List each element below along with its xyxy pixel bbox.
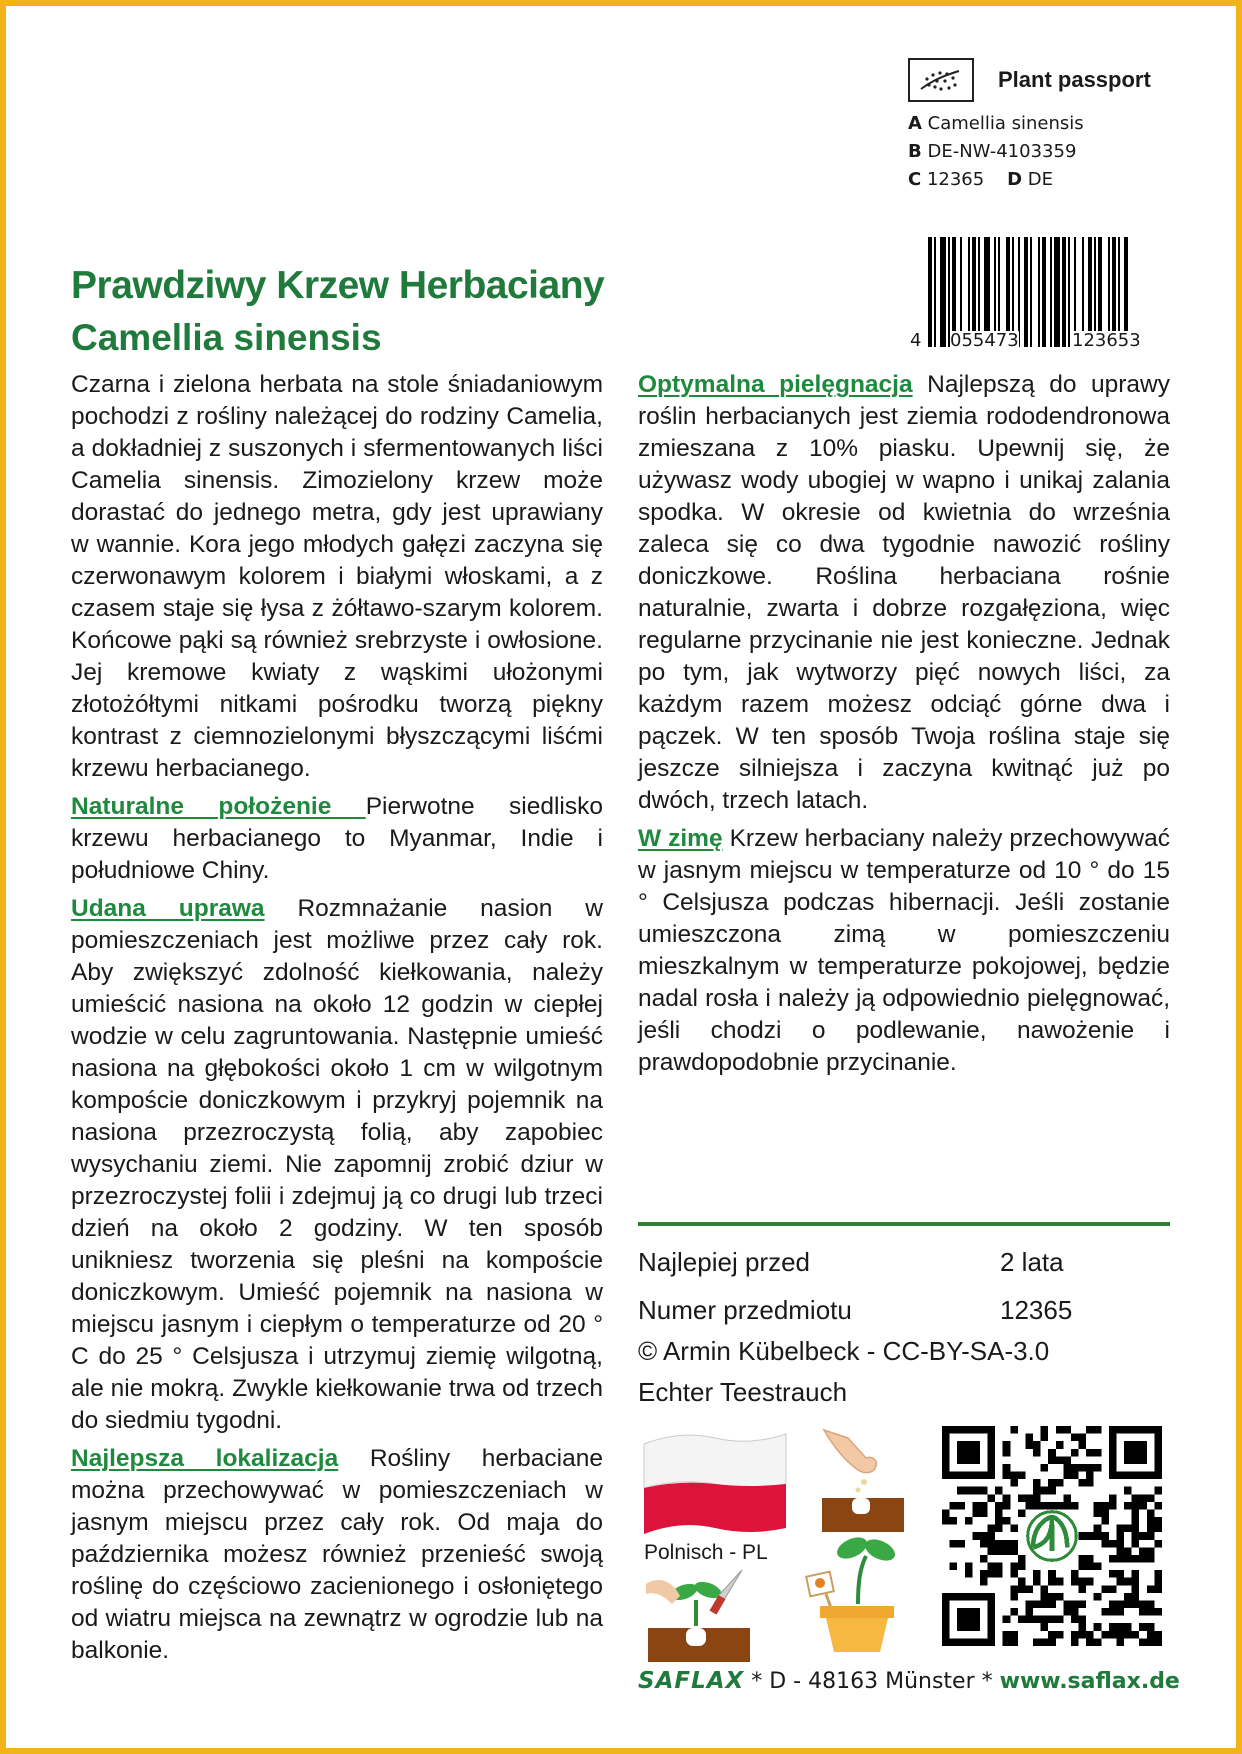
poland-flag-icon [640, 1428, 790, 1538]
growing-text: Rozmnażanie nasion w pomieszczeniach jest możliwe przez cały rok. Aby zwiększyć zdolność kiełkowania, należy umieścić nasiona na około 12 godzin w ciepłej wodzie w celu zagruntowania. Następnie umieść nasiona na głębokości około 1 cm w wilgotnym kompoście doniczkowym i przykryj pojemnik na nasiona przezroczystą folią, aby zapobiec wysychaniu ziemi. Nie zapomnij zrobić dziur w przezroczystej folii i zdejmuj ją co drugi lub trzeci dzień na około 2 godziny. W ten sposób unikniesz tworzenia się pleśni na kompoście doniczkowym. Umieść pojemnik na nasiona w miejscu jasnym i ciepłym o temperaturze od 20 ° C do 25 ° Celsjusza i utrzymuj ziemię wilgotną, ale nie mokrą. Zwykle kiełkowanie trwa od trzech do siedmiu tygodni. [71, 895, 603, 1434]
natural-heading: Naturalne położenie [71, 793, 366, 820]
info-divider [638, 1222, 1170, 1226]
product-latin-name: Camellia sinensis [71, 317, 382, 358]
passport-line-cd: C 12365 D DE [908, 169, 1054, 190]
product-title: Prawdziwy Krzew Herbaciany [71, 264, 605, 307]
qr-code [942, 1426, 1162, 1646]
left-column [71, 369, 603, 1673]
location-text: Rośliny herbaciane można przechowywać w pomieszczeniach w jasnym miejscu przez cały rok. Od maja do października możesz również przenieść swoją roślinę do częściowo zacienionego i osłoniętego od wiatru miejsca na zewnątrz w ogrodzie lub na balkonie. [71, 1445, 603, 1664]
care-text: Najlepszą do uprawy roślin herbacianych jest ziemia rododendronowa zmieszana z 10% piasku. Upewnij się, że używasz wody ubogiej w wapno i unikaj zalania spodka. W okresie od kwietnia do września zaleca się co dwa tygodnie nawozić rośliny doniczkowe. Roślina herbaciana rośnie naturalnie, zwarta i dobrze rozgałęziona, więc regularne przycinanie nie jest konieczne. Jednak po tym, jak wytworzy pięć nowych liści, za każdym razem możesz odciąć górne dwa i pączek. W ten sposób Twoja roślina staje się jeszcze silniejsza i zaczyna kwitnąć już po dwóch, trzech latach. [638, 371, 1170, 814]
winter-text: Krzew herbaciany należy przechowywać w jasnym miejscu w temperaturze od 10 ° do 15 ° Celsjusza podczas hibernacji. Jeśli zostanie umieszczona zimą w pomieszczeniu mieszkalnym w temperaturze pokojowej, będzie nadal rosła i należy ją odpowiednio pielęgnować, jeśli chodzi o podlewanie, nawożenie i prawdopodobnie przycinanie. [638, 825, 1170, 1076]
brand-logo: SAFLAX [638, 1668, 745, 1694]
care-paragraph [638, 369, 1170, 817]
footer [638, 1668, 1180, 1694]
common-name: Echter Teestrauch [638, 1377, 848, 1407]
plant-passport [908, 58, 1178, 194]
passport-line-b: B DE-NW-4103359 [908, 141, 1077, 162]
winter-heading: W zimę [638, 825, 723, 852]
best-before-label: Najlepiej przed [638, 1247, 810, 1277]
barcode-digits-2: 055473 [950, 330, 1019, 351]
intro-paragraph: Czarna i zielona herbata na stole śniadaniowym pochodzi z rośliny należącej do rodziny Camelia, a dokładniej z suszonych i sfermentowanych liści Camelia sinensis. Zimozielony krzew może dorastać do jednego metra, gdy jest uprawiany w wannie. Kora jego młodych gałęzi zaczyna się czerwonawym kolorem i białymi włoskami, a z czasem staje się łysa z żółtawo-szarym kolorem. Końcowe pąki są również srebrzyste i owłosione. Jej kremowe kwiaty z wąskimi ułożonymi złotożółtymi nitkami pośrodku tworzą piękny kontrast z ciemnozielonymi błyszczącymi liśćmi krzewu herbacianego. [71, 371, 603, 782]
growing-paragraph [71, 893, 603, 1437]
care-heading: Optymalna pielęgnacja [638, 371, 913, 398]
winter-paragraph [638, 823, 1170, 1079]
growing-heading: Udana uprawa [71, 895, 265, 922]
eu-organic-leaf-icon [908, 58, 974, 102]
language-label: Polnisch - PL [644, 1541, 768, 1564]
sowing-seed-icon [818, 1426, 908, 1536]
location-paragraph [71, 1443, 603, 1667]
item-number-value: 12365 [1000, 1295, 1073, 1325]
barcode-digits-3: 123653 [1072, 330, 1141, 351]
natural-text: Pierwotne siedlisko krzewu herbacianego to Myanmar, Indie i południowe Chiny. [71, 793, 603, 884]
item-number-label: Numer przedmiotu [638, 1295, 852, 1325]
passport-line-a: A Camellia sinensis [908, 113, 1084, 134]
best-before-value: 2 lata [1000, 1247, 1064, 1277]
passport-title: Plant passport [998, 67, 1151, 92]
right-column [638, 369, 1170, 1085]
location-heading: Najlepsza lokalizacja [71, 1445, 339, 1472]
barcode [908, 237, 1172, 352]
footer-address: * D - 48163 Münster * [744, 1669, 1000, 1694]
planting-seedling-icon [644, 1566, 754, 1666]
barcode-digit-1: 4 [910, 330, 922, 351]
website-link[interactable]: www.saflax.de [999, 1669, 1180, 1694]
natural-paragraph [71, 791, 603, 887]
photo-credit: © Armin Kübelbeck - CC-BY-SA-3.0 [638, 1336, 1050, 1366]
potted-plant-icon [800, 1532, 900, 1654]
